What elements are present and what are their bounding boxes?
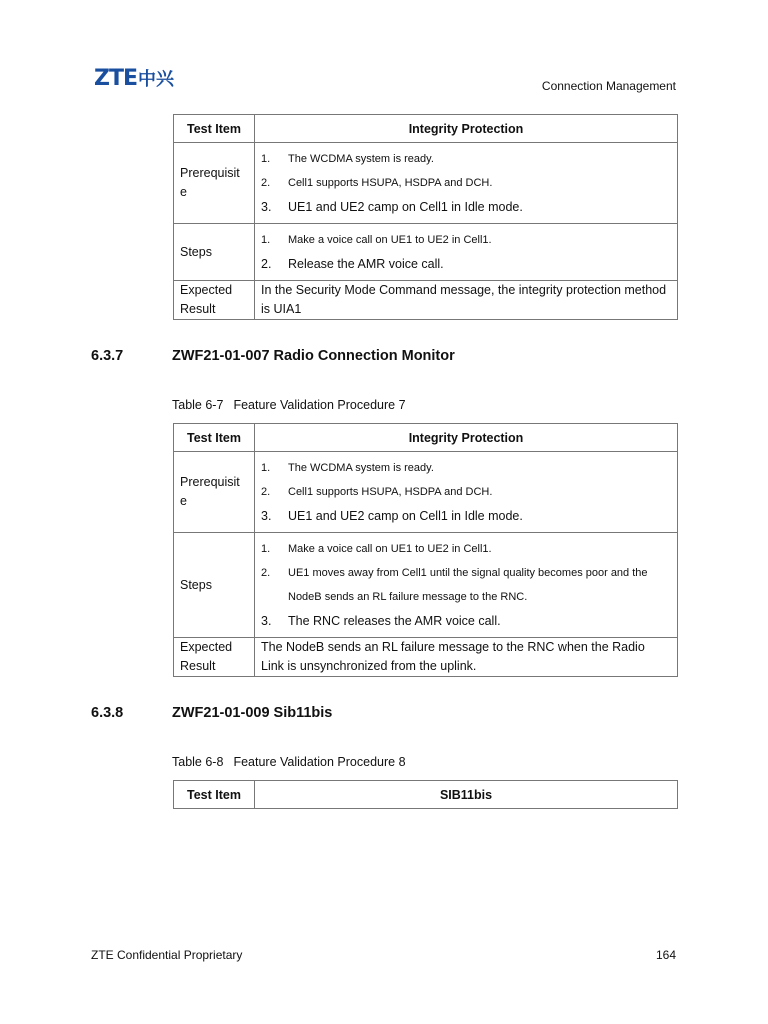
section-title: ZWF21-01-009 Sib11bis — [172, 705, 333, 721]
prerequisite-row — [174, 143, 678, 224]
item-text: UE1 and UE2 camp on Cell1 in Idle mode. — [288, 200, 523, 214]
prerequisite-row — [174, 452, 678, 533]
section-heading-6-3-7 — [91, 348, 455, 364]
item-text: Cell1 supports HSUPA, HSDPA and DCH. — [288, 177, 493, 189]
item-text: Make a voice call on UE1 to UE2 in Cell1. — [288, 234, 492, 246]
item-text: The RNC releases the AMR voice call. — [288, 614, 501, 628]
list-item — [261, 456, 671, 480]
caption-label: Table 6-8 — [172, 755, 224, 769]
item-number: 2. — [261, 177, 271, 189]
list-item — [261, 228, 671, 252]
list-item — [261, 504, 671, 528]
prerequisite-cell — [255, 143, 678, 224]
header-value: SIB11bis — [255, 781, 678, 809]
item-number: 2. — [261, 567, 271, 579]
header-value: Integrity Protection — [255, 424, 678, 452]
prerequisite-cell — [255, 452, 678, 533]
expected-label: Expected Result — [174, 638, 255, 677]
list-item — [261, 480, 671, 504]
item-text: Make a voice call on UE1 to UE2 in Cell1. — [288, 543, 492, 555]
item-number: 3. — [261, 200, 272, 214]
item-text: The WCDMA system is ready. — [288, 462, 434, 474]
list-item — [261, 537, 671, 561]
header-test-item: Test Item — [174, 781, 255, 809]
steps-cell — [255, 224, 678, 281]
list-item — [261, 147, 671, 171]
expected-result: The NodeB sends an RL failure message to the RNC when the Radio Link is unsynchronized from the uplink. — [255, 638, 678, 677]
expected-row — [174, 638, 678, 677]
section-number: 6.3.7 — [91, 348, 124, 364]
list-item — [261, 195, 671, 219]
zte-logo — [94, 66, 174, 92]
prerequisite-label: Prerequisit e — [174, 143, 255, 224]
list-item — [261, 252, 671, 276]
section-title: ZWF21-01-007 Radio Connection Monitor — [172, 348, 455, 364]
caption-label: Table 6-7 — [172, 398, 224, 412]
logo-cn: 中兴 — [138, 69, 174, 90]
item-number: 1. — [261, 462, 271, 474]
steps-cell — [255, 533, 678, 638]
item-number: 1. — [261, 153, 271, 165]
item-number: 3. — [261, 509, 272, 523]
item-text: UE1 and UE2 camp on Cell1 in Idle mode. — [288, 509, 523, 523]
footer-confidential: ZTE Confidential Proprietary — [91, 948, 243, 962]
caption-text: Feature Validation Procedure 7 — [233, 398, 406, 412]
caption-text: Feature Validation Procedure 8 — [233, 755, 406, 769]
item-text: Cell1 supports HSUPA, HSDPA and DCH. — [288, 486, 493, 498]
item-number: 1. — [261, 234, 271, 246]
table-header-row — [174, 115, 678, 143]
item-text: The WCDMA system is ready. — [288, 153, 434, 165]
expected-row — [174, 281, 678, 320]
table-caption-6-7 — [172, 398, 406, 412]
list-item — [261, 561, 671, 609]
header-value: Integrity Protection — [255, 115, 678, 143]
table-caption-6-8 — [172, 755, 406, 769]
item-number: 1. — [261, 543, 271, 555]
table-header-row — [174, 781, 678, 809]
steps-row — [174, 224, 678, 281]
item-text: Release the AMR voice call. — [288, 257, 444, 271]
item-number: 3. — [261, 614, 272, 628]
header-section-title: Connection Management — [541, 79, 676, 93]
section-number: 6.3.8 — [91, 705, 124, 721]
expected-result: In the Security Mode Command message, the integrity protection method is UIA1 — [255, 281, 678, 320]
item-number: 2. — [261, 257, 272, 271]
prerequisite-label: Prerequisit e — [174, 452, 255, 533]
table-sib11bis — [173, 780, 678, 809]
header-test-item: Test Item — [174, 424, 255, 452]
table-header-row — [174, 424, 678, 452]
section-heading-6-3-8 — [91, 705, 332, 721]
table-integrity-protection-2 — [173, 423, 678, 677]
header-test-item: Test Item — [174, 115, 255, 143]
list-item — [261, 609, 671, 633]
steps-label: Steps — [174, 533, 255, 638]
steps-label: Steps — [174, 224, 255, 281]
item-number: 2. — [261, 486, 271, 498]
table-integrity-protection-1 — [173, 114, 678, 320]
steps-row — [174, 533, 678, 638]
page-number: 164 — [655, 948, 676, 962]
logo-latin: ZTE — [94, 66, 137, 91]
item-text: UE1 moves away from Cell1 until the signal quality becomes poor and the NodeB sends an RL failure message to the RNC. — [288, 567, 648, 603]
expected-label: Expected Result — [174, 281, 255, 320]
list-item — [261, 171, 671, 195]
